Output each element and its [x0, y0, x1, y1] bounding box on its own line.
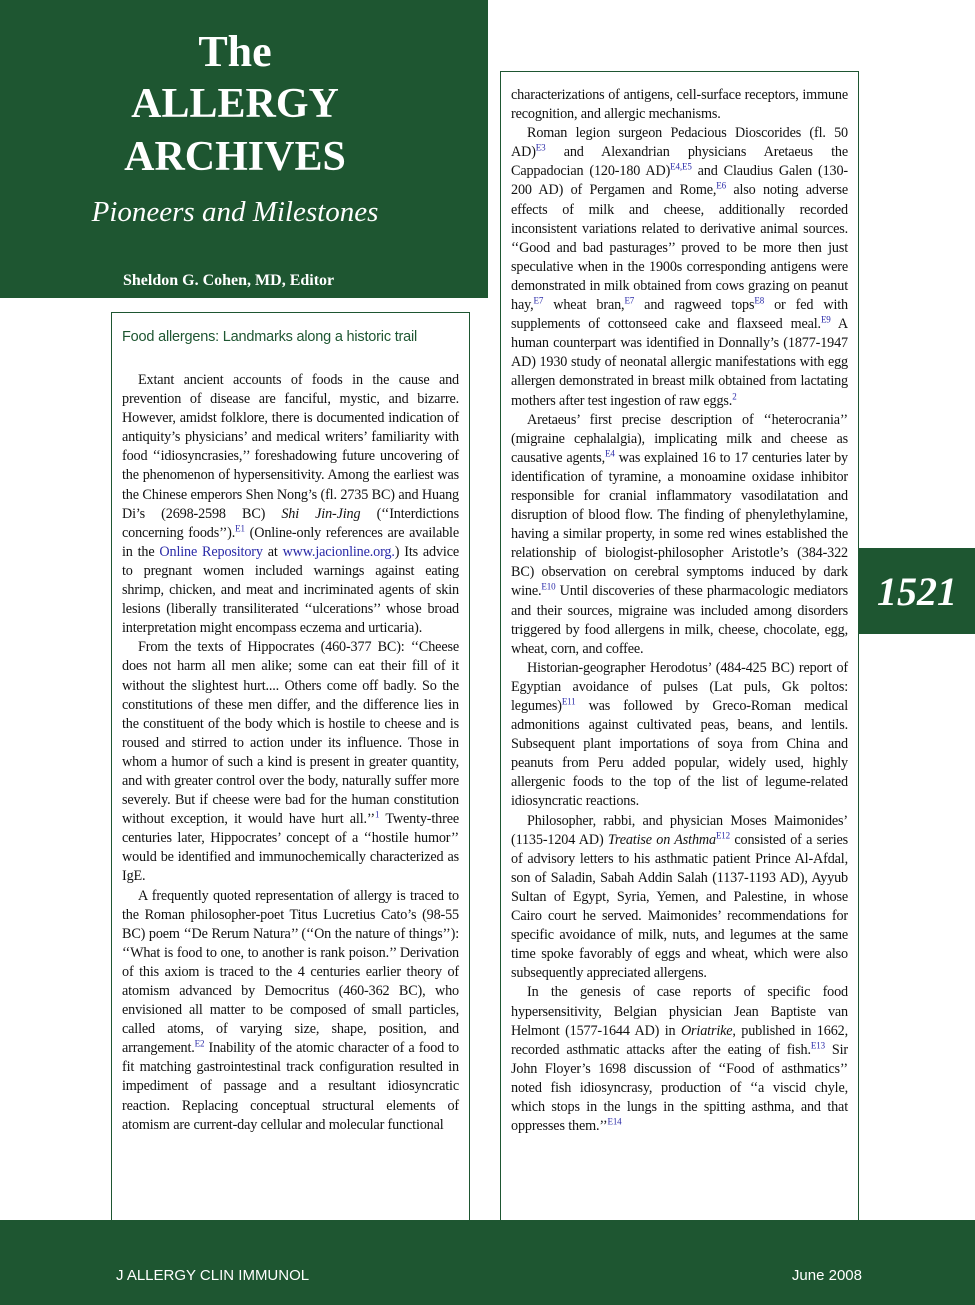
banner-title-allergy: ALLERGY — [131, 81, 339, 127]
paragraph: characterizations of antigens, cell-surface receptors, immune recognition, and allergic mechanisms. — [511, 87, 848, 123]
footer-bar — [0, 1220, 975, 1305]
footer-journal: J ALLERGY CLIN IMMUNOL — [116, 1267, 310, 1284]
website-link[interactable]: www.jacionline.org. — [282, 543, 395, 560]
banner-title-the: The — [198, 27, 272, 76]
paragraph: A frequently quoted representation of allergy is traced to the Roman philosopher-poet Titus Lucretius Cato’s (98-55 BC) poem ‘‘De Rerum Natura’’ (‘‘On the nature of things’’): ‘‘What is food to one, to another is rank poison.’’ Derivation of this axiom is traced to the 4 centuries earlier theory of atomism advanced by Democritus (460-362 BC), who envisioned all matter to be composed of small particles, called atoms, of varying size, shape, position, and arrangement.$^{E2}$ Inability of the atomic character of a food to fit matching gastrointestinal track configuration resulted in impediment of passage and a resultant idiosyncratic reaction. Replacing conceptual structural elements of atomism are current-day cellular and molecular functional — [122, 887, 459, 1133]
article-headline: Food allergens: Landmarks along a historic trail — [122, 329, 418, 345]
banner-editor: Sheldon G. Cohen, MD, Editor — [123, 272, 335, 289]
paragraph: Roman legion surgeon Pedacious Dioscorides (fl. 50 AD)$^{E3}$ and Alexandrian physicians Aretaeus the Cappadocian (120-180 AD)$^{E4,E5}$ and Claudius Galen (130-200 AD) of Pergamen and Rome,$^{E6}$ also noting adverse effects of milk and cheese, additionally recorded inconsistent variations related to derivative animal sources. ‘‘Good and bad pasturages’’ proved to be more then just speculative when in the 1900s corresponding antigens were demonstrated in milk obtained from cows grazing on peanut hay,$^{E7}$ wheat bran,$^{E7}$ and ragweed tops$^{E8}$ or fed with supplements of cottonseed cake and flaxseed meal.$^{E9}$ A human counterpart was identified in Donnally’s (1877-1947 AD) 1930 study of neonatal allergic manifestations with egg allergen demonstrated in breast milk obtained from lactating mothers after test ingestion of raw eggs.$^2$ — [511, 125, 849, 409]
paragraph: Extant ancient accounts of foods in the cause and prevention of disease are fanciful, mystic, and bizarre. However, amidst folklore, there is documented indication of antiquity’s physicians’ and medical writers’ familiarity with food ‘‘idiosyncrasies,’’ foreshadowing future uncovering of the phenomenon of hypersensitivity. Among the earliest was the Chinese emperors Shen Nong’s (fl. 2735 BC) and Huang Di’s (2698-2598 BC) Shi Jin-Jing (‘‘Interdictions concerning foods’’).$^{E1}$ (Online-only references are available in the Online Repository at www.jacionline.org.) Its advice to pregnant women included warnings against eating shrimp, chicken, and meat and incriminated agents of skin lesions (liberally transiliterated ‘‘ulcerations’’ whose broad interpretation might encompass eczema and urticaria). — [122, 372, 459, 637]
paragraph: From the texts of Hippocrates (460-377 BC): ‘‘Cheese does not harm all men alike; some can eat their fill of it without the slightest hurt.... Others come off badly. So the constitutions of these men differ, and the difference lies in the constituent of the body which is hostile to cheese and is roused and stirred to action under its influence. Those in whom a humor of such a kind is present in greater quantity, and with greater control over the body, naturally suffer more severely. But if cheese were bad for the human constitution without exception, it would have hurt all.’’$^1$ Twenty-three centuries later, Hippocrates’ concept of a ‘‘hostile humor’’ would be identified and immunochemically characterized as IgE. — [122, 639, 459, 885]
page-number: 1521 — [877, 568, 957, 614]
paragraph: Philosopher, rabbi, and physician Moses Maimonides’ (1135-1204 AD) Treatise on Asthma$^{E12}$ consisted of a series of advisory letters to his asthmatic patient Prince Al-Afdal, son of Saladin, Sabah Addin Salah (1137-1193 AD), Ayyub Sultan of Egypt, Syria, Yemen, and Palestine, in whose Cairo court he served. Maimonides’ recommendations for specific avoidance of milk, nuts, and legumes at the same time spoke favorably of eggs and wheat, which were also subsequently appreciated allergens. — [511, 812, 848, 982]
paragraph: Historian-geographer Herodotus’ (484-425 BC) report of Egyptian avoidance of pulses (Lat puls, Gk poltos: legumes)$^{E11}$ was followed by Greco-Roman medical admonitions against cultivated peas, beans, and lentils. Subsequent plant importations of soya from China and peanuts from Peru added popular, widely used, highly allergenic foods to the top of the list of legume-related idiosyncratic reactions. — [511, 659, 848, 810]
article-column-left — [111, 312, 470, 1222]
paragraph: Aretaeus’ first precise description of ‘‘heterocrania’’ (migraine cephalalgia), implicating milk and cheese as causative agents,$^{E4}$ was explained 16 to 17 centuries later by identification of tyramine, a monoamine oxidase inhibitor responsible for cranial inflammatory vasodilatation and disruption of blood flow. The finding of phenylethylamine, having a similar property, in some red wines established the relationship of biologist-philosopher Aristotle’s (384-322 BC) observation on cerebral symptoms induced by dark wine.$^{E10}$ Until discoveries of these pharmacologic mediators and their sources, migraine was included among disorders triggered by food allergens in milk, cheese, chocolate, egg, wheat, corn, and coffee. — [511, 411, 848, 657]
banner-title-archives: ARCHIVES — [124, 134, 346, 180]
archive-banner — [0, 0, 488, 298]
paragraph: In the genesis of case reports of specific food hypersensitivity, Belgian physician Jean Baptiste van Helmont (1577-1644 AD) in Oriatrike, published in 1662, recorded asthmatic attacks after the eating of fish.$^{E13}$ Sir John Floyer’s 1698 discussion of ‘‘Food of asthmatics’’ noted fish idiosyncrasy, production of ‘‘a viscid chyle, which stops in the lungs in the spitting asthma, and that oppresses them.’’$^{E14}$ — [511, 984, 848, 1135]
page-number-tab — [859, 548, 975, 634]
footer-date: June 2008 — [791, 1267, 862, 1284]
article-column-right — [500, 71, 859, 1222]
banner-subtitle: Pioneers and Milestones — [91, 196, 379, 228]
online-repository-link[interactable]: Online Repository — [159, 543, 263, 560]
